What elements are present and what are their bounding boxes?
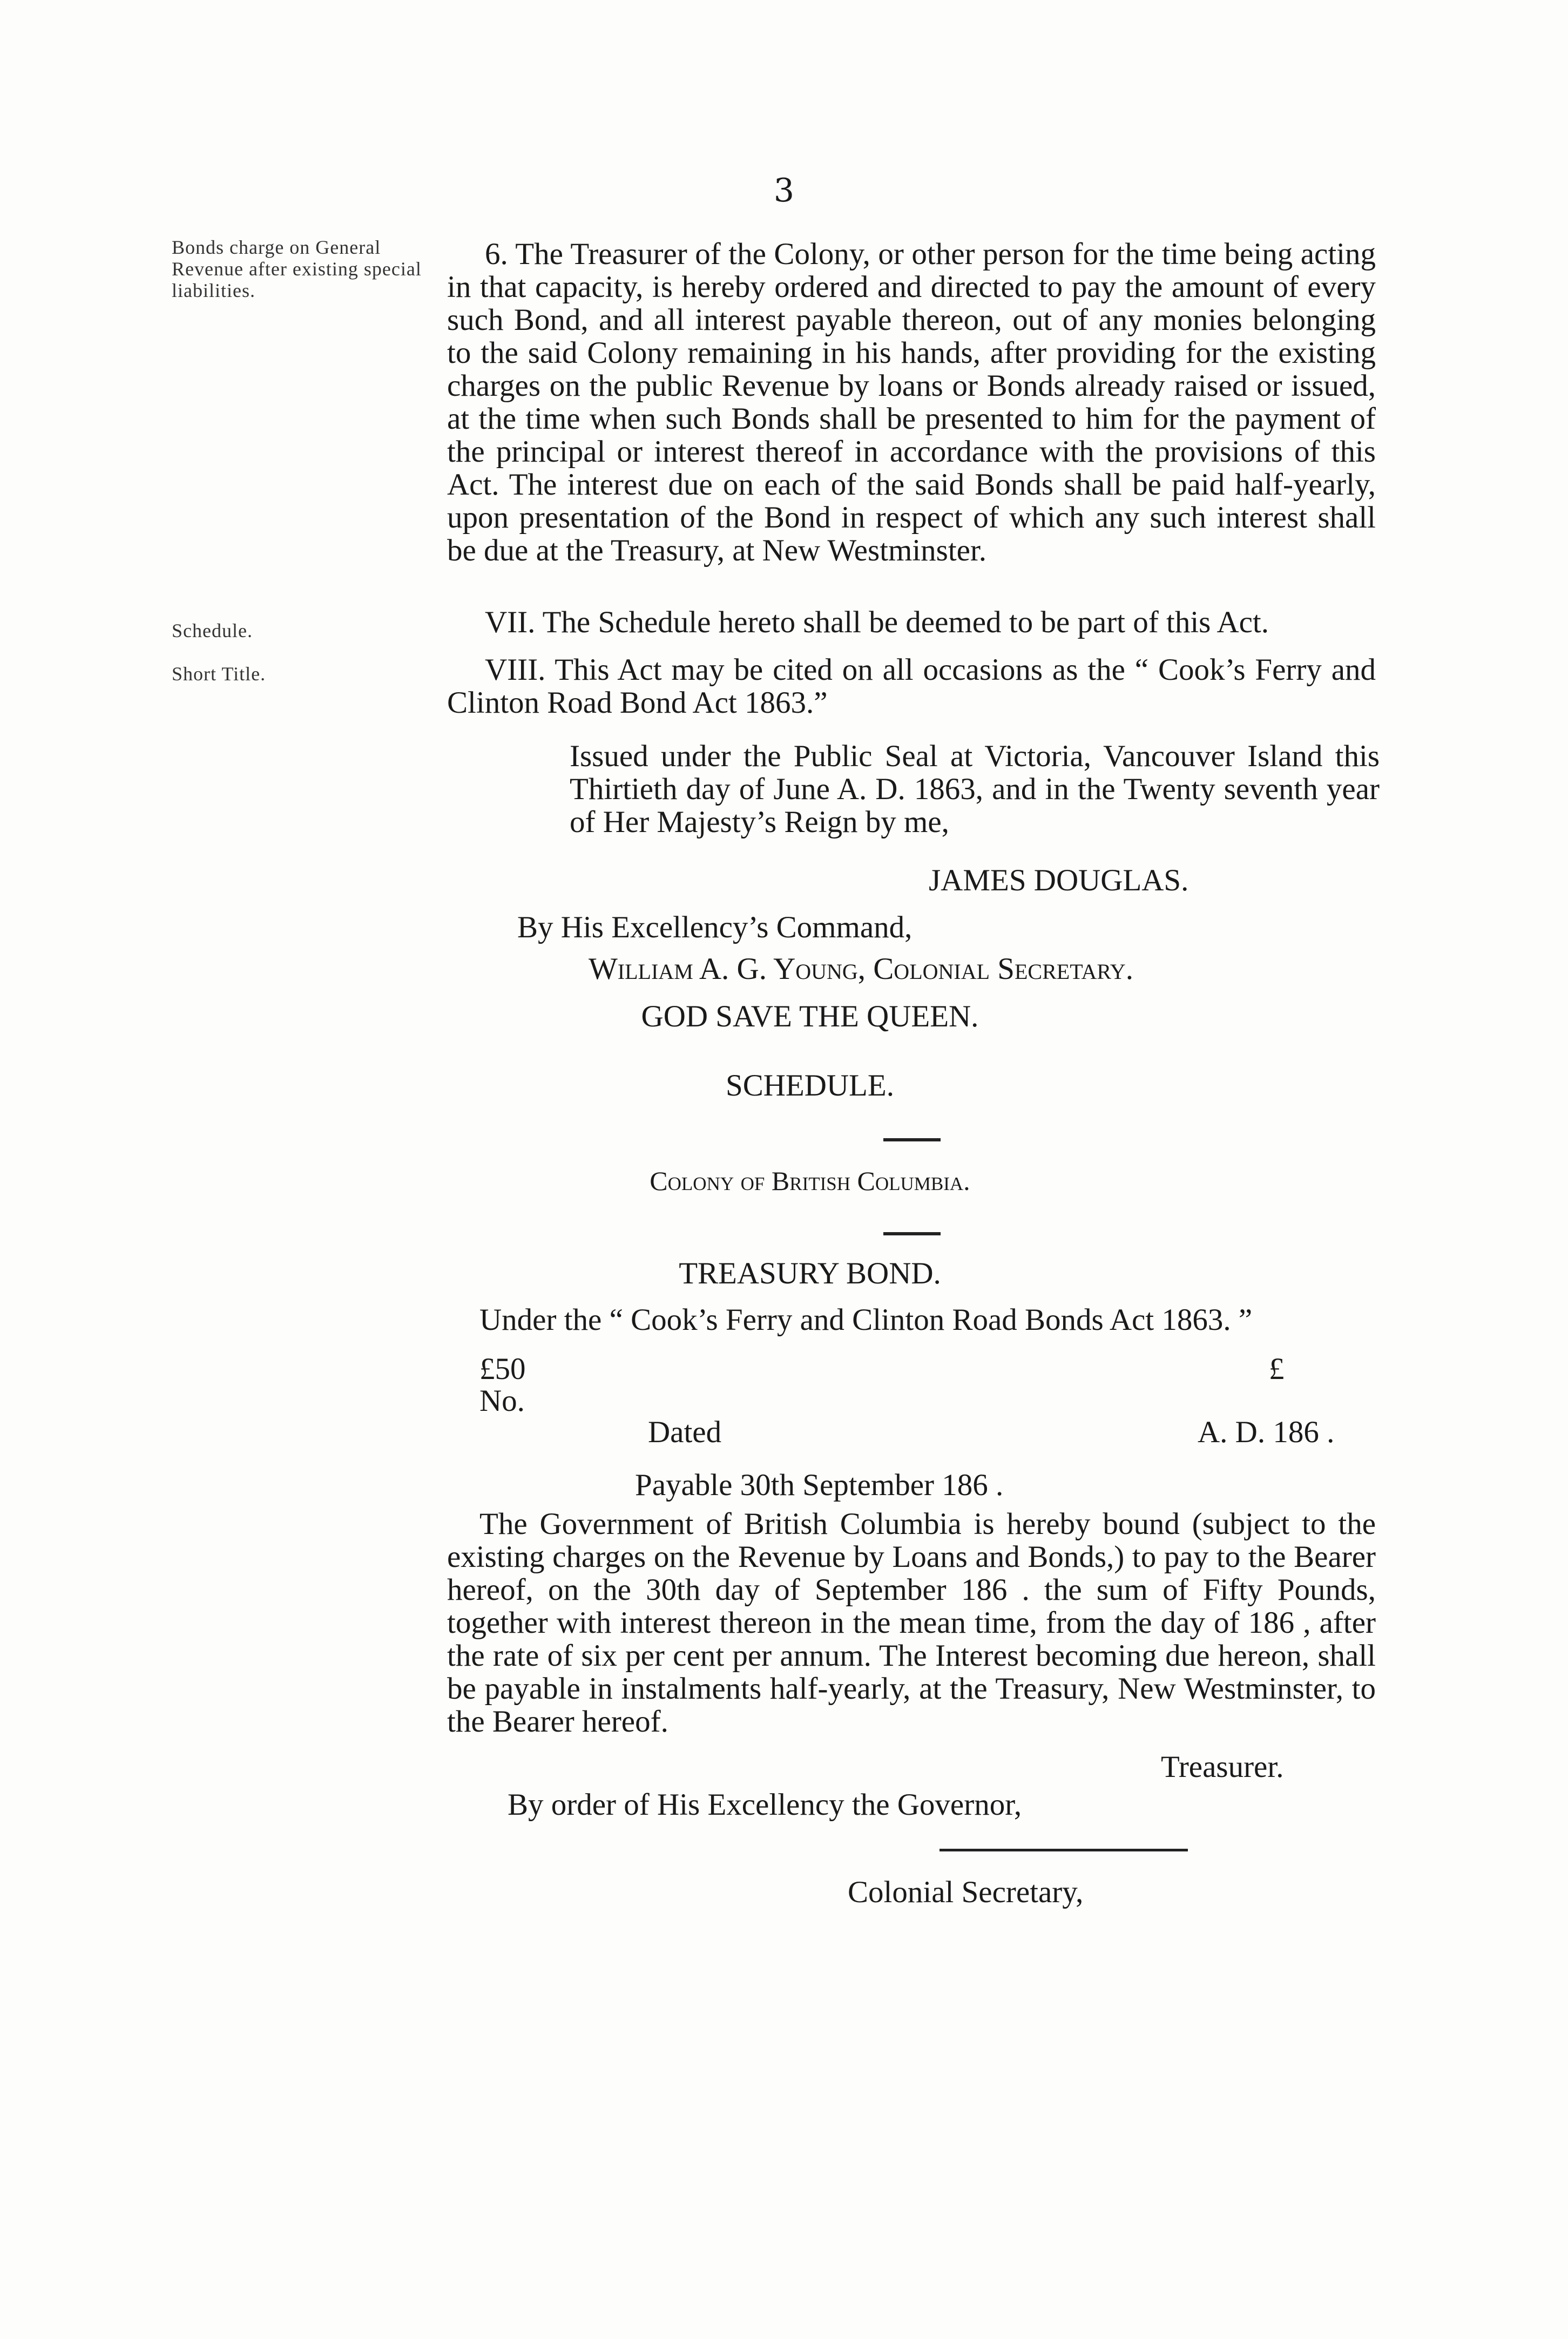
colony-heading: Colony of British Columbia. [650,1166,970,1196]
amount-right: £ [1269,1352,1285,1386]
signatory: JAMES DOUGLAS. [929,863,1189,897]
dated-label: Dated [648,1415,722,1449]
section-6: 6. The Treasurer of the Colony, or other person for the time being acting in that capacity, is hereby ordered and directed to pay the amount of every such Bond, and all interest payable thereon, out of any monies belonging to the said Colony remaining in his hands, after providing for the existing charges on the public Revenue by loans or Bonds already raised or issued, at the time when such Bonds shall be presented to him for the payment of the principal or interest thereof in accordance with the provisions of this Act. The interest due on each of the said Bonds shall be paid half-yearly, upon presentation of the Bond in respect of which any such interest shall be due at the Treasury, at New Westminster. [447,237,1376,567]
treasury-bond-heading: TREASURY BOND. [679,1256,941,1290]
bond-number-label: No. [479,1384,525,1418]
ad-label: A. D. 186 . [1198,1415,1335,1449]
divider [883,1232,941,1235]
under-act-line: Under the “ Cook’s Ferry and Clinton Road Bonds Act 1863. ” [479,1303,1253,1337]
bond-text: The Government of British Columbia is hereby bound (subject to the existing charges on the Revenue by Loans and Bonds,) to pay to the Bearer hereof, on the 30th day of September 186 . the sum of Fifty Pounds, together with interest thereon in the mean time, from the day of 186 , after the rate of six per cent per annum. The Interest becoming due hereon, shall be payable in instalments half-yearly, at the Treasury, New Westminster, to the Bearer hereof. [447,1507,1376,1739]
margin-note-bonds-charge: Bonds charge on General Revenue after existing special liabilities. [172,236,422,301]
issued-under-seal: Issued under the Public Seal at Victoria, Vancouver Island this Thirtieth day of June A. D. 1863, and in the Twenty seventh year of Her Majesty’s Reign by me, [570,739,1380,839]
by-order-line: By order of His Excellency the Governor, [508,1788,1022,1822]
colonial-secretary-label: Colonial Secretary, [848,1875,1084,1909]
schedule-heading: SCHEDULE. [726,1069,894,1103]
by-command: By His Excellency’s Command, [517,910,913,944]
god-save-the-queen: GOD SAVE THE QUEEN. [641,999,979,1033]
section-7: VII. The Schedule hereto shall be deemed to be part of this Act. [485,605,1269,639]
page-number: 3 [773,172,795,209]
payable-line: Payable 30th September 186 . [635,1468,1004,1502]
amount-left: £50 [479,1352,526,1386]
colonial-secretary-name: William A. G. Young, Colonial Secretary. [589,952,1133,986]
margin-note-schedule: Schedule. [172,620,253,641]
section-8: VIII. This Act may be cited on all occasions as the “ Cook’s Ferry and Clinton Road Bond Act 1863.” [447,653,1376,720]
treasurer-label: Treasurer. [1161,1750,1284,1784]
signature-line [940,1849,1188,1851]
divider [883,1138,941,1141]
margin-note-short-title: Short Title. [172,663,266,685]
